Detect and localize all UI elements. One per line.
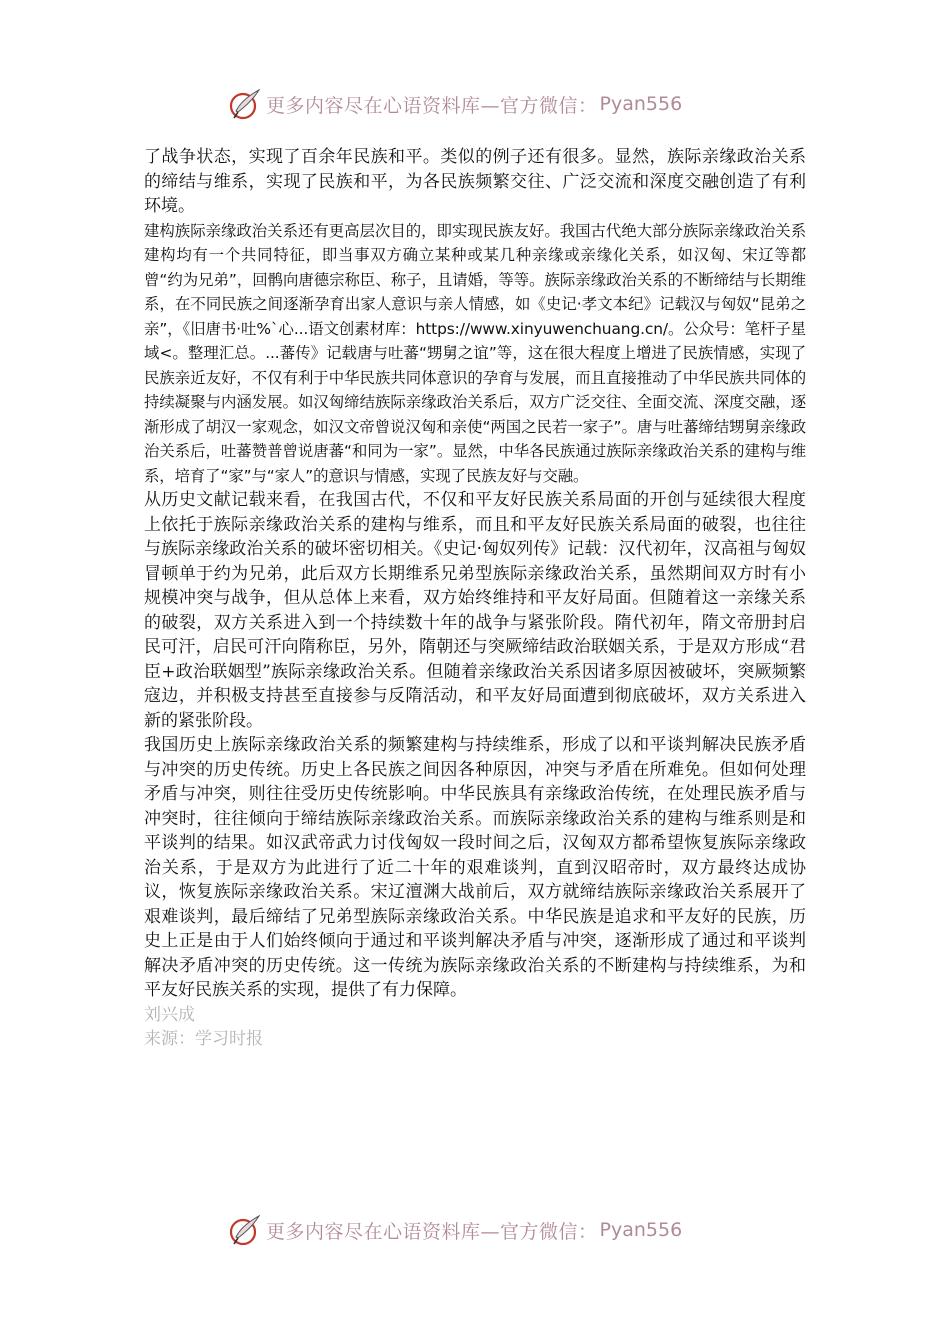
quill-pen-icon: [228, 87, 262, 121]
quill-pen-icon: [228, 1213, 262, 1247]
banner-text: 更多内容尽在心语资料库—官方微信：: [266, 94, 598, 117]
wechat-id: Pyan556: [599, 1219, 683, 1241]
article-body: [144, 145, 806, 1052]
author-name: 刘兴成: [144, 1004, 195, 1025]
paragraph-4: 我国历史上族际亲缘政治关系的频繁建构与持续维系，形成了以和平谈判解决民族矛盾与冲突的历史传统。历史上各民族之间因各种原因，冲突与矛盾在所难免。但如何处理矛盾与冲突，则往往受历史传统影响。中华民族具有亲缘政治传统，在处理民族矛盾与冲突时，往往倾向于缔结族际亲缘政治关系。而族际亲缘政治关系的建构与维系则是和平谈判的结果。如汉武帝武力讨伐匈奴一段时间之后，汉匈双方都希望恢复族际亲缘政治关系，于是双方为此进行了近二十年的艰难谈判，直到汉昭帝时，双方最终达成协议，恢复族际亲缘政治关系。宋辽澶渊大战前后，双方就缔结族际亲缘政治关系展开了艰难谈判，最后缔结了兄弟型族际亲缘政治关系。中华民族是追求和平友好的民族，历史上正是由于人们始终倾向于通过和平谈判解决矛盾与冲突，逐渐形成了通过和平谈判解决矛盾冲突的历史传统。这一传统为族际亲缘政治关系的不断建构与持续维系，为和平友好民族关系的实现，提供了有力保障。: [144, 735, 806, 1000]
banner-text: 更多内容尽在心语资料库—官方微信：: [266, 1220, 598, 1243]
wechat-id: Pyan556: [599, 93, 683, 115]
source-line: 来源：学习时报: [144, 1029, 263, 1049]
paragraph-3: 从历史文献记载来看，在我国古代，不仅和平友好民族关系局面的开创与延续很大程度上依托于族际亲缘政治关系的建构与维系，而且和平友好民族关系局面的破裂，也往往与族际亲缘政治关系的破坏密切相关。《史记·匈奴列传》记载：汉代初年，汉高祖与匈奴冒顿单于约为兄弟，此后双方长期维系兄弟型族际亲缘政治关系，虽然期间双方时有小规模冲突与战争，但从总体上来看，双方始终维持和平友好局面。但随着这一亲缘关系的破裂，双方关系进入到一个持续数十年的战争与紧张阶段。隋代初年，隋文帝册封启民可汗，启民可汗向隋称臣，另外，隋朝还与突厥缔结政治联姻关系，于是双方形成“君臣+政治联姻型”族际亲缘政治关系。但随着亲缘政治关系因诸多原因被破坏，突厥频繁寇边，并积极支持甚至直接参与反隋活动，和平友好局面遭到彻底破坏，双方关系进入新的紧张阶段。: [144, 490, 806, 731]
paragraph-1: 了战争状态，实现了百余年民族和平。类似的例子还有很多。显然，族际亲缘政治关系的缔结与维系，实现了民族和平，为各民族频繁交往、广泛交流和深度交融创造了有利环境。: [144, 147, 806, 216]
paragraph-2: 建构族际亲缘政治关系还有更高层次目的，即实现民族友好。我国古代绝大部分族际亲缘政治关系建构均有一个共同特征，即当事双方确立某种或某几种亲缘或亲缘化关系，如汉匈、宋辽等都曾“约为兄弟”，回鹘向唐德宗称臣、称子，且请婚，等等。族际亲缘政治关系的不断缔结与长期维系，在不同民族之间逐渐孕育出家人意识与亲人情感，如《史记·孝文本纪》记载汉与匈奴“昆弟之亲”，《旧唐书·吐%`心...语文创素材库：https://www.xinyuwenchuang.cn/。公众号：笔杆子星域<。整理汇总。...蕃传》记载唐与吐蕃“甥舅之谊”等，这在很大程度上增进了民族情感，实现了民族亲近友好，不仅有利于中华民族共同体意识的孕育与发展，而且直接推动了中华民族共同体的持续凝聚与内涵发展。如汉匈缔结族际亲缘政治关系后，双方广泛交往、全面交流、深度交融，逐渐形成了胡汉一家观念，如汉文帝曾说汉匈和亲使“两国之民若一家子”。唐与吐蕃缔结甥舅亲缘政治关系后，吐蕃赞普曾说唐蕃“和同为一家”。显然，中华各民族通过族际亲缘政治关系的建构与维系，培育了“家”与“家人”的意识与情感，实现了民族友好与交融。: [144, 221, 806, 485]
footer-banner: [228, 1212, 682, 1248]
header-banner: [228, 86, 682, 122]
